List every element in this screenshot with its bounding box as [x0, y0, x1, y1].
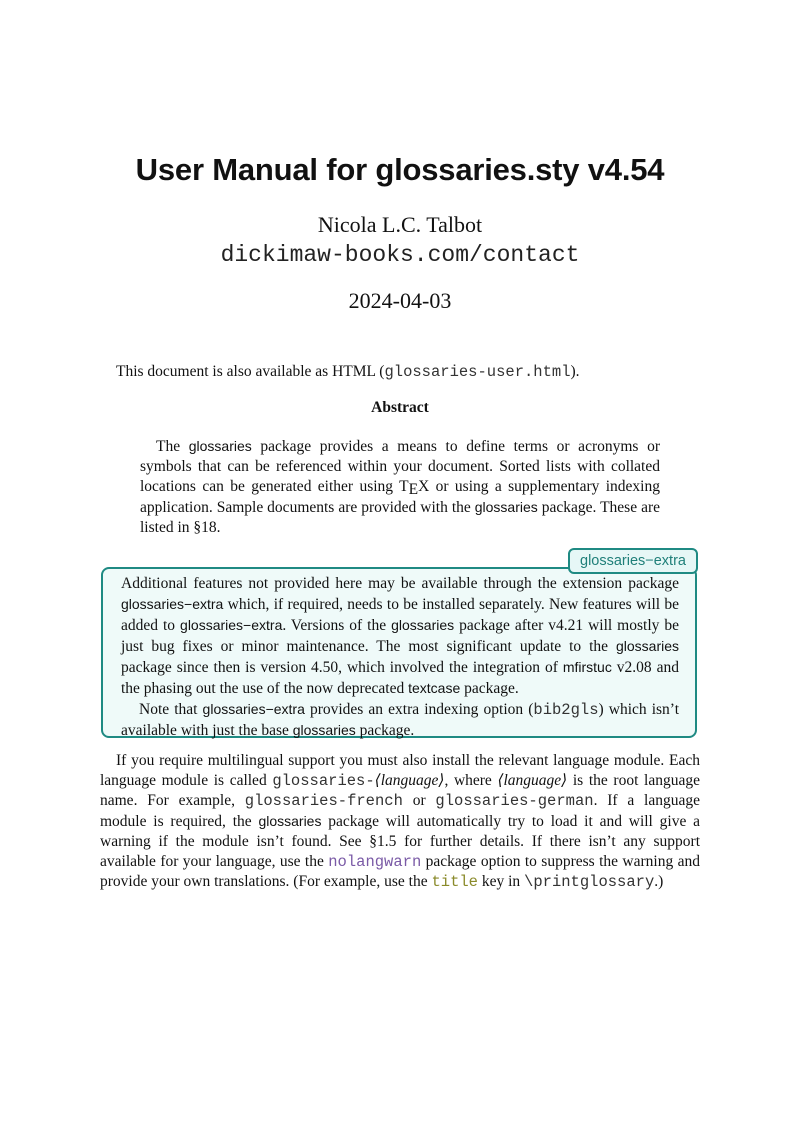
author-name: Nicola L.C. Talbot — [317, 212, 483, 237]
document-title: User Manual for glossaries.sty v4.54 — [135, 152, 665, 187]
extension-tag: glossaries−extra — [568, 548, 698, 574]
package-name: glossaries — [615, 638, 679, 654]
contact-link[interactable]: dickimaw-books.com/contact — [220, 242, 580, 268]
package-name: mfirstuc — [562, 659, 612, 675]
package-name: glossaries — [474, 499, 538, 515]
package-name: glossaries — [292, 722, 356, 738]
package-name: glossaries−extra — [202, 701, 305, 717]
module-name: glossaries-german — [435, 792, 594, 810]
document-date: 2024-04-03 — [348, 288, 452, 313]
command-name: \printglossary — [524, 873, 655, 891]
package-name: textcase — [408, 680, 461, 696]
option-link[interactable]: nolangwarn — [328, 853, 422, 871]
extension-note-text — [121, 574, 679, 741]
package-name: glossaries−extra — [180, 617, 283, 633]
extension-paragraph: Note that glossaries−extra provides an extra indexing option (bib2gls) which isn’t available with just the base glossaries package. — [121, 701, 679, 739]
application-name: bib2gls — [533, 701, 599, 719]
extension-paragraph: Additional features not provided here may be available through the extension package glossaries−extra which, if required, needs to be installed separately. New features will be added to glossaries−extra. Versions of the glossaries package after v4.21 will mostly be just bug fixes or minor maintenance. The most significant update to the glossaries package since then is version 4.50, which involved the integration of mfirstuc v2.08 and the phasing out the use of the now deprecated textcase package. — [121, 575, 679, 697]
package-name: glossaries — [188, 438, 252, 454]
module-name: glossaries-french — [244, 792, 403, 810]
abstract-text: The glossaries package provides a means to define terms or acronyms or symbols that can be referenced within your document. Sorted lists with collated locations can be generated either using $T_EX$ or using a supplementary indexing application. Sample documents are provided with the glossaries package. These are listed in §18. — [140, 438, 660, 536]
multilingual-paragraph: If you require multilingual support you must also install the relevant language module. Each language module is called glossaries-⟨language⟩, where ⟨language⟩ is the root language name. For example, glossaries-french or glossaries-german. If a language module is required, the glossaries package will automatically try to load it and will give a warning if the module isn’t found. See §1.5 for further details. If there isn’t any support available for your language, use the nolangwarn package option to suppress the warning and provide your own translations. (For example, use the title key in \printglossary.) — [100, 752, 701, 891]
html-availability-note: This document is also available as HTML (glossaries-user.html). — [116, 363, 580, 381]
package-name: glossaries−extra — [121, 596, 224, 612]
html-file-link[interactable]: glossaries-user.html — [384, 363, 571, 381]
package-name: glossaries — [391, 617, 455, 633]
abstract-heading: Abstract — [371, 399, 429, 416]
package-name: glossaries — [258, 813, 322, 829]
module-name: glossaries- — [272, 772, 375, 790]
key-link[interactable]: title — [431, 873, 478, 891]
